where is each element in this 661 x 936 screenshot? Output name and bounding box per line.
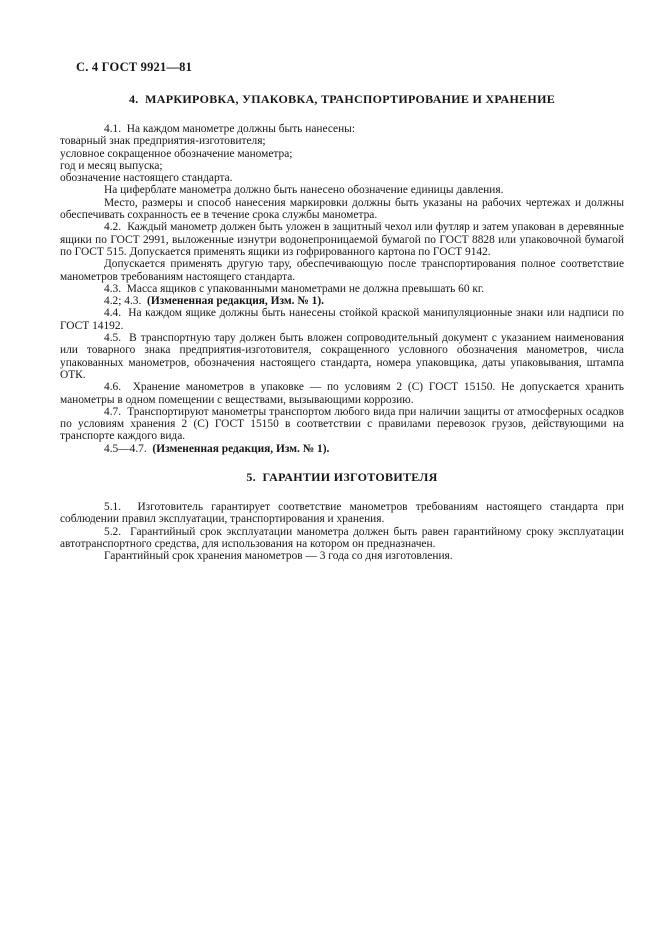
text-run: 4.6. Хранение манометров в упаковке — по условиям 2 (С) ГОСТ 15150. Не допускается хранить манометры в одном помещении с веществами, вызывающими коррозию. (60, 381, 624, 406)
text-run: 4.1. На каждом манометре должны быть нанесены: (104, 123, 355, 135)
text-run: 4.2. Каждый манометр должен быть уложен в защитный чехол или футляр и затем упакован в деревянные ящики по ГОСТ 2991, выложенные изнутри водонепроницаемой бумагой по ГОСТ 8828 или упаковочной бумагой по ГОСТ 515. Допускается применять ящики из гофрированного картона по ГОСТ 9142. (60, 221, 624, 258)
page-header: С. 4 ГОСТ 9921—81 (76, 60, 193, 74)
text-run: На циферблате манометра должно быть нанесено обозначение единицы давления. (104, 184, 504, 197)
text-run: 4.5. В транспортную тару должен быть вложен сопроводительный документ с указанием наименования или товарного знака предприятия-изготовителя, сокращенного условного обозначения манометров, числа упакованных манометров, обозначения настоящего стандарта, номера упаковщика, даты упаковывания, штампа ОТК. (60, 332, 624, 381)
text-run: обозначение настоящего стандарта. (60, 172, 233, 185)
paragraph (60, 172, 624, 184)
amendment-note: (Измененная редакция, Изм. № 1). (147, 295, 324, 308)
paragraph (60, 443, 624, 455)
text-run: Место, размеры и способ нанесения маркировки должны быть указаны на рабочих чертежах и должны обеспечивать сохранность ее в течение срока службы манометра. (60, 196, 624, 222)
text-run: 4.4. На каждом ящике должны быть нанесены стойкой краской манипуляционные знаки или надписи по ГОСТ 14192. (60, 307, 624, 332)
paragraph (60, 221, 624, 258)
paragraph (60, 258, 624, 283)
paragraph (60, 550, 624, 562)
paragraph (60, 526, 624, 551)
paragraph (60, 381, 624, 406)
paragraph (60, 148, 624, 160)
paragraph (60, 307, 624, 332)
text-run: 4.7. Транспортируют манометры транспортом любого вида при наличии защиты от атмосферных осадков по условиям хранения 2 (С) ГОСТ 15150 в соответствии с правилами перевозок грузов, действующими на транспорте каждого вида. (60, 405, 624, 443)
paragraph (60, 123, 624, 135)
paragraph (60, 184, 624, 196)
paragraph (60, 501, 624, 526)
paragraph (60, 295, 624, 307)
text-run: условное сокращенное обозначение манометра; (60, 147, 293, 160)
text-run: Допускается применять другую тару, обеспечивающую после транспортирования полное соответствие манометров требованиям настоящего стандарта. (60, 258, 624, 283)
paragraph (60, 135, 624, 147)
amendment-note: (Измененная редакция, Изм. № 1). (152, 442, 330, 455)
text-run: год и месяц выпуска; (60, 159, 163, 172)
paragraph (60, 197, 624, 222)
text-run: 5.2. Гарантийный срок эксплуатации манометра должен быть равен гарантийному сроку эксплуатации автотранспортного средства, для использования на котором он предназначен. (60, 525, 624, 550)
text-run: 4.2; 4.3. (104, 295, 148, 308)
text-run: Гарантийный срок хранения манометров — 3 года со дня изготовления. (104, 550, 453, 563)
section-title: 5. ГАРАНТИИ ИЗГОТОВИТЕЛЯ (246, 470, 438, 485)
document-content (60, 92, 624, 563)
paragraph (60, 160, 624, 172)
text-run: товарный знак предприятия-изготовителя; (60, 135, 266, 148)
section-title: 4. МАРКИРОВКА, УПАКОВКА, ТРАНСПОРТИРОВАНИЕ И ХРАНЕНИЕ (128, 92, 556, 106)
paragraph (60, 406, 624, 443)
text-run: 4.5—4.7. (104, 442, 153, 455)
paragraph (60, 283, 624, 295)
text-run: 5.1. Изготовитель гарантирует соответствие манометров требованиям настоящего стандарта при соблюдении правил эксплуатации, транспортирования и хранения. (60, 501, 624, 526)
paragraph (60, 332, 624, 381)
text-run: 4.3. Масса ящиков с упакованными манометрами не должна превышать 60 кг. (104, 282, 485, 295)
